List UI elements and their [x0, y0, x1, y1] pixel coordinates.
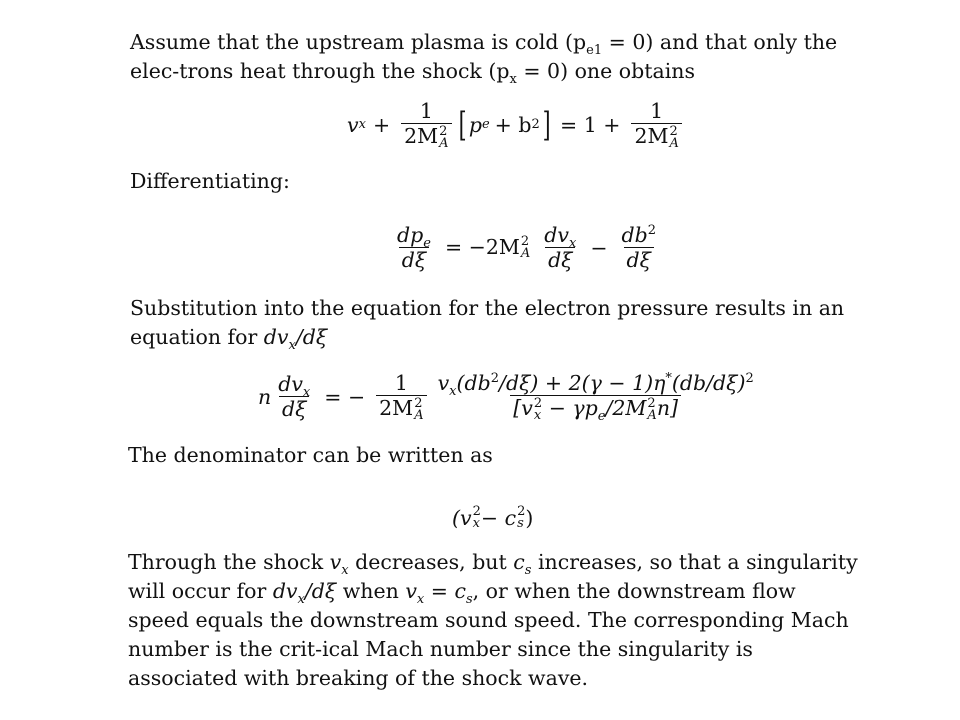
eq1-pe: p — [468, 112, 482, 137]
intro-text-b: = 0) and that only the elec-trons heat through the shock (p — [130, 30, 838, 83]
conclusion-cs: c — [513, 550, 525, 574]
eq3-num3-sup2: 2 — [745, 371, 754, 387]
eq3-den3-a: [v — [513, 396, 533, 420]
conclusion-dv: dv — [272, 579, 298, 603]
eq3-den3-b: − γp — [542, 396, 598, 420]
eq3-den2-stack — [414, 395, 424, 423]
eq3-den2-sup: 2 — [414, 395, 423, 411]
eq3-num3-db: (db — [456, 371, 491, 395]
paragraph-substitution — [130, 294, 890, 352]
eq1-den-text: 2M — [404, 124, 439, 148]
eq2-den2-text: dξ — [548, 248, 573, 272]
eq4-stack1 — [473, 506, 481, 530]
eq2-stack — [521, 236, 530, 260]
eq3-num3-star: * — [665, 371, 672, 387]
eq3-equals: = − — [324, 384, 366, 409]
eq3-den3-sup: 2 — [533, 395, 543, 411]
eq4-sup2: 2 — [517, 504, 526, 519]
eq3-num3 — [435, 371, 757, 400]
eq1-den-sub: A — [439, 135, 449, 151]
eq3-den3-sup2: 2 — [647, 395, 656, 411]
eq1-frac-den — [401, 123, 451, 150]
eq3-den3-c: /2M — [605, 396, 647, 420]
conclusion-eq: = — [424, 579, 455, 603]
substitution-text: Substitution into the equation for the electron pressure results in an equation for — [130, 296, 845, 349]
eq3-num1 — [275, 372, 313, 401]
substitution-dxi: /dξ — [295, 325, 328, 349]
eq3-den2-text: 2M — [379, 396, 414, 420]
intro-sub-x: x — [509, 72, 517, 88]
conclusion-cs2-sub: s — [465, 592, 473, 608]
eq1-equals: = 1 + — [560, 112, 621, 137]
paragraph-differentiating — [130, 167, 890, 196]
conclusion-text-c: increases, so that a singularity will occur for — [128, 550, 858, 603]
conclusion-vx2: v — [405, 579, 417, 603]
eq4-close: ) — [525, 506, 534, 530]
paragraph-conclusion — [128, 548, 863, 693]
eq4-sup1: 2 — [472, 504, 481, 519]
eq3-den3-d: n] — [656, 396, 679, 420]
eq3-num3-sup: 2 — [490, 371, 500, 387]
equation-3 — [258, 371, 761, 425]
eq2-sup: 2 — [520, 234, 530, 250]
eq3-frac-main — [435, 371, 757, 425]
eq3-one: 1 — [394, 371, 408, 395]
conclusion-text-d: when — [336, 579, 406, 603]
conclusion-cs-sub: s — [524, 563, 532, 579]
eq2-num3-text: db — [621, 223, 648, 247]
conclusion-vx2-sub: x — [416, 592, 425, 608]
eq3-num3-end: (db/dξ) — [671, 371, 746, 395]
eq2-den1-text: dξ — [401, 248, 427, 272]
eq1-frac-left — [401, 100, 451, 150]
eq2-num1-sub: e — [423, 236, 431, 252]
eq2-equals: = −2M — [444, 234, 520, 259]
eq2-den3 — [624, 247, 654, 271]
paragraph-intro — [130, 28, 890, 86]
substitution-sub-x: x — [288, 338, 296, 354]
eq4-stack2 — [517, 506, 525, 530]
eq3-num1-sub: x — [302, 385, 311, 401]
intro-sub-e1: e1 — [586, 43, 603, 59]
eq2-den1 — [399, 247, 429, 271]
eq3-num3-mid: /dξ) + 2(γ − 1)η — [499, 371, 666, 395]
eq1-plus-b: + b — [494, 112, 532, 137]
eq3-den2-sub: A — [414, 407, 424, 423]
eq1-den2-sub: A — [669, 135, 679, 151]
eq3-num1-text: dv — [278, 372, 303, 397]
eq1-frac-right — [631, 100, 681, 150]
conclusion-dv-sub: x — [297, 592, 305, 608]
eq2-den3-text: dξ — [626, 248, 651, 272]
eq1-open-bracket: [ — [458, 104, 467, 145]
conclusion-text-e: , or when the downstream flow speed equals the downstream sound speed. The corresponding Mach number is the crit-ical Mach number since the singularity is associated with breaking of the shock wave. — [128, 579, 849, 690]
differentiating-text: Differentiating: — [130, 169, 290, 193]
eq1-frac2-den — [631, 123, 681, 150]
eq2-num1 — [394, 223, 434, 252]
eq4-minus-c: − c — [480, 506, 517, 530]
conclusion-text-b: decreases, but — [348, 550, 514, 574]
eq3-den2 — [376, 395, 426, 422]
substitution-dv: dv — [263, 325, 289, 349]
equation-1: v x + 1 2M 2 A [ p e + b 2 ] = 1 + 1 2M 2 A — [347, 100, 686, 150]
eq1-vx: v — [347, 112, 359, 137]
conclusion-text-a: Through the shock — [128, 550, 330, 574]
eq3-n: n — [258, 384, 272, 409]
eq2-num3-sup: 2 — [647, 223, 657, 239]
eq1-frac-num: 1 — [419, 99, 433, 123]
conclusion-vx: v — [329, 550, 342, 574]
eq4-sub1: x — [472, 516, 480, 531]
eq2-sub: A — [520, 246, 531, 262]
eq1-den-sup: 2 — [439, 123, 448, 139]
paragraph-denominator — [128, 441, 888, 470]
eq2-num3 — [619, 224, 660, 247]
eq2-equals-group — [445, 235, 530, 261]
eq3-den3-sub3: A — [647, 407, 657, 423]
equation-4 — [452, 506, 533, 530]
eq3-den3-sub2: e — [597, 409, 606, 425]
eq1-pe-sub: e — [481, 116, 490, 132]
intro-text-a: Assume that the upstream plasma is cold (p — [130, 30, 587, 54]
eq3-den3 — [510, 395, 681, 425]
conclusion-vx-sub: x — [341, 563, 349, 579]
eq2-num2-text: dv — [544, 223, 569, 247]
eq4-open: (v — [452, 506, 472, 530]
eq2-den2 — [545, 247, 575, 271]
eq3-frac-coef — [376, 372, 426, 422]
eq3-den1-text: dξ — [282, 397, 307, 422]
eq2-minus: − — [590, 235, 608, 260]
eq3-den1 — [279, 396, 309, 420]
eq1-den2-text: 2M — [634, 124, 669, 148]
eq1-frac2-num: 1 — [650, 99, 664, 123]
eq3-den3-stack2 — [647, 395, 657, 423]
eq1-vx-sub: x — [358, 116, 366, 132]
equation-2 — [390, 224, 663, 271]
eq2-frac-dvx — [541, 224, 579, 271]
eq4-sub2: s — [517, 516, 524, 531]
eq2-num2 — [541, 223, 579, 252]
eq1-den2-sup: 2 — [669, 123, 678, 139]
eq2-num1-text: dp — [397, 223, 424, 247]
eq1-close-bracket: ] — [542, 104, 551, 145]
eq2-frac-db2 — [619, 224, 660, 271]
conclusion-cs2: c — [454, 579, 466, 603]
eq2-num2-sub: x — [568, 236, 577, 252]
eq3-den3-sub: x — [533, 407, 542, 423]
eq3-den3-stack — [533, 395, 543, 423]
eq3-frac-dvx — [275, 373, 313, 420]
eq3-num3-v: v — [437, 371, 450, 395]
eq1-den2-stack — [669, 123, 679, 151]
eq3-num3-vsub: x — [449, 384, 457, 400]
denominator-text: The denominator can be written as — [128, 443, 493, 467]
conclusion-dxi: /dξ — [304, 579, 337, 603]
eq1-den-stack — [439, 123, 449, 151]
intro-text-c: = 0) one obtains — [516, 59, 695, 83]
eq1-plus: + — [372, 112, 391, 137]
eq2-frac-dpe — [394, 224, 434, 271]
